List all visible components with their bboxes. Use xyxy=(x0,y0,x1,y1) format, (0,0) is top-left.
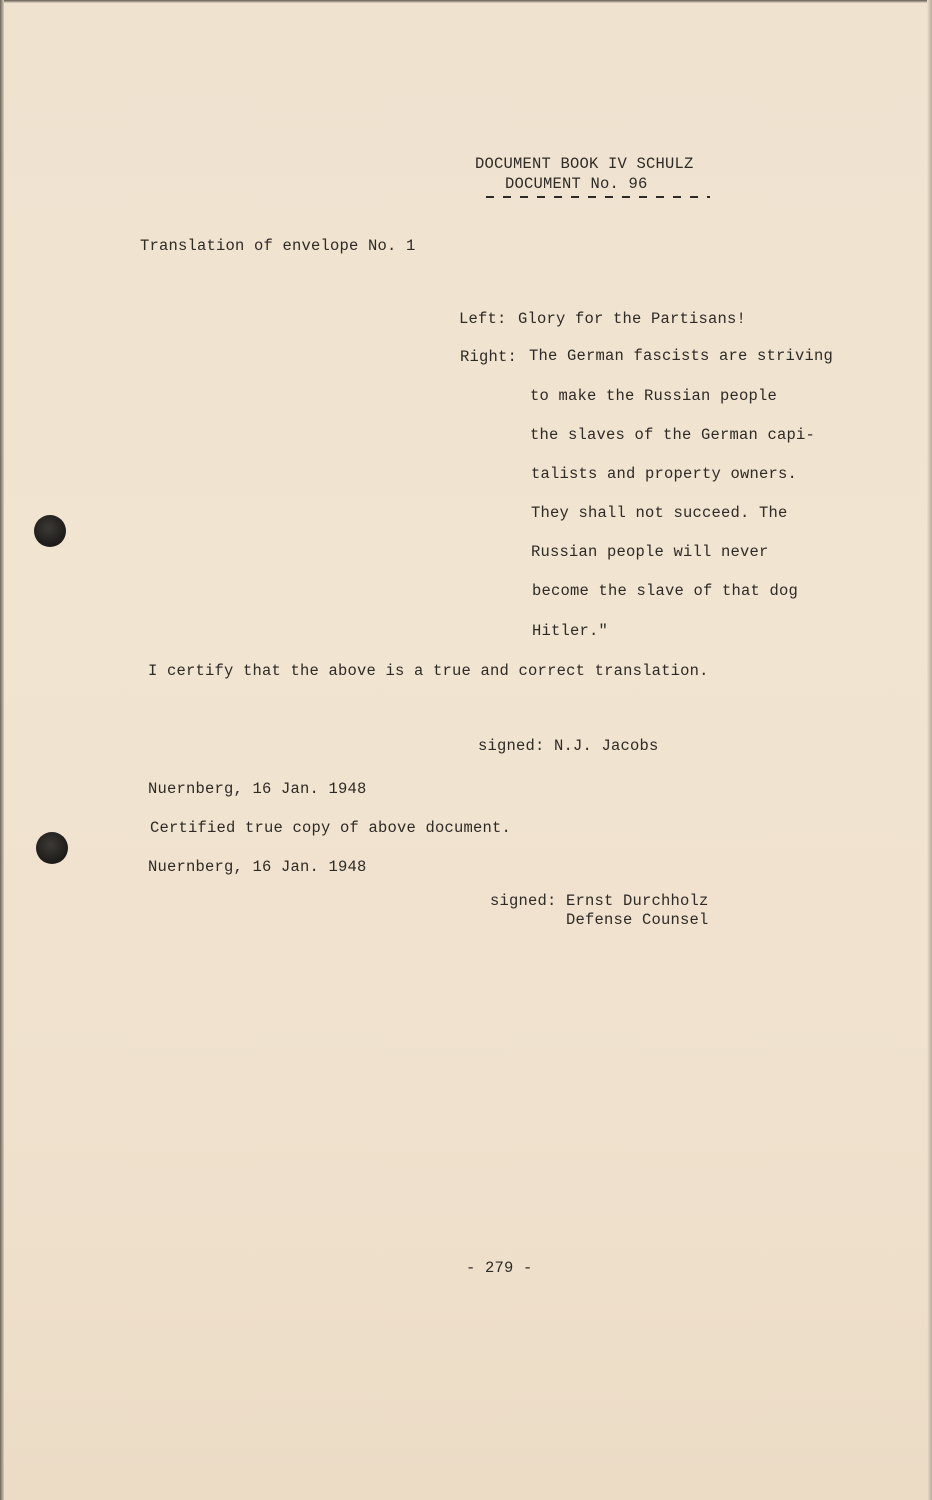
envelope-right-line: to make the Russian people xyxy=(530,387,778,405)
counsel-signature: signed: Ernst Durchholz xyxy=(490,892,709,910)
envelope-right-line: They shall not succeed. The xyxy=(531,504,788,522)
counsel-title: Defense Counsel xyxy=(566,911,709,929)
envelope-right-line: talists and property owners. xyxy=(531,465,798,483)
translator-signature: signed: N.J. Jacobs xyxy=(478,737,659,755)
certification-date: Nuernberg, 16 Jan. 1948 xyxy=(148,780,367,798)
document-number-heading: DOCUMENT No. 96 xyxy=(505,175,648,193)
envelope-left-text: Glory for the Partisans! xyxy=(518,310,747,328)
heading-dash-rule xyxy=(486,196,710,198)
envelope-right-line: Hitler." xyxy=(532,622,609,640)
page-edge-left xyxy=(0,0,4,1500)
punch-hole-lower xyxy=(36,832,68,864)
page-edge-right xyxy=(927,0,932,1500)
document-book-heading: DOCUMENT BOOK IV SCHULZ xyxy=(475,155,694,173)
envelope-right-line: the slaves of the German capi- xyxy=(530,426,816,444)
page-edge-top xyxy=(0,0,932,3)
translation-title: Translation of envelope No. 1 xyxy=(140,237,416,255)
page-number: - 279 - xyxy=(466,1259,533,1277)
copy-date: Nuernberg, 16 Jan. 1948 xyxy=(148,858,367,876)
punch-hole-upper xyxy=(34,515,66,547)
envelope-right-label: Right: xyxy=(460,348,518,366)
envelope-right-line: become the slave of that dog xyxy=(532,582,799,600)
translation-certification: I certify that the above is a true and correct translation. xyxy=(148,662,709,680)
envelope-right-line: Russian people will never xyxy=(531,543,769,561)
copy-certification: Certified true copy of above document. xyxy=(150,819,512,837)
envelope-left-label: Left: xyxy=(459,310,507,328)
envelope-right-line: The German fascists are striving xyxy=(529,347,834,365)
